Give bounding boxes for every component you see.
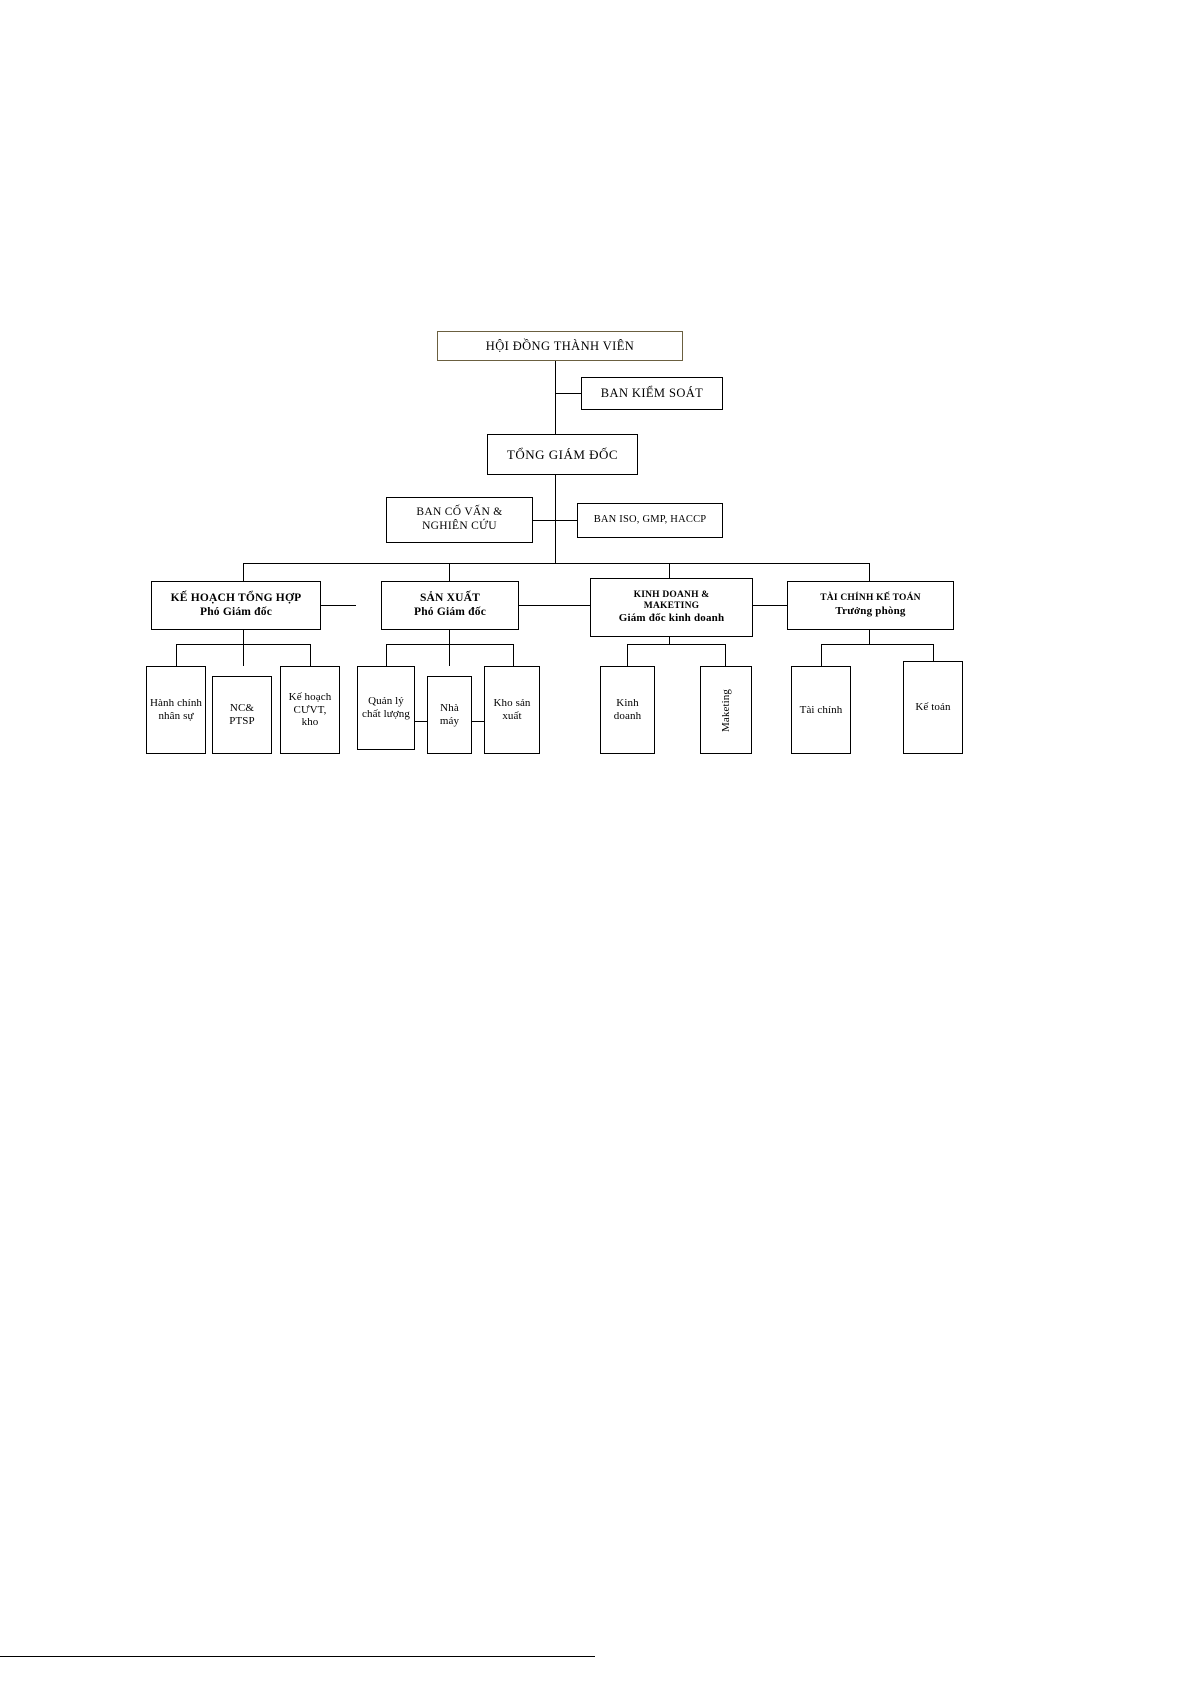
node-advisory-research-label-2: NGHIÊN CỨU: [422, 520, 497, 532]
node-production-department-label-1: SẢN XUẤT: [419, 591, 481, 604]
connector-production-quality: [386, 644, 387, 666]
node-finance-accounting-department-label-2: Trưởng phòng: [835, 604, 906, 617]
connector-production-sales: [518, 605, 591, 606]
node-iso-gmp-haccp-label: BAN ISO, GMP, HACCP: [593, 514, 707, 526]
connector-sales-marketing: [725, 644, 726, 666]
connector-finance-treasury: [821, 644, 822, 666]
footer-divider: [0, 1656, 595, 1657]
node-production-department[interactable]: [381, 581, 519, 630]
node-iso-gmp-haccp[interactable]: [577, 503, 723, 538]
node-general-director[interactable]: [487, 434, 638, 475]
node-planning-supply-warehouse-label: Kế hoạch CƯVT, kho: [288, 690, 332, 729]
connector-finance-drop: [869, 630, 870, 645]
node-research-product-development-label: NC& PTSP: [229, 702, 255, 727]
node-finance-accounting-department[interactable]: [787, 581, 954, 630]
node-sales-marketing-department[interactable]: [590, 578, 753, 637]
connector-board-spine: [555, 360, 556, 394]
connector-sales-children-bus: [627, 644, 725, 645]
node-accounting[interactable]: [903, 661, 963, 754]
node-treasury-label: Tài chính: [799, 703, 843, 716]
connector-finance-children-bus: [821, 644, 933, 645]
connector-planning-drop: [243, 630, 244, 645]
connector-planning-production: [320, 605, 356, 606]
node-factory[interactable]: [427, 676, 472, 754]
node-supervisory-board-label: BAN KIỂM SOÁT: [600, 386, 704, 401]
node-board-of-members-label: HỘI ĐỒNG THÀNH VIÊN: [485, 338, 635, 353]
connector-production-factory: [449, 644, 450, 666]
connector-quality-factory: [415, 721, 427, 722]
connector-production-drop: [449, 630, 450, 645]
node-business-label: Kinh doanh: [613, 697, 642, 722]
connector-bus-finance: [869, 563, 870, 581]
node-hr-admin[interactable]: [146, 666, 206, 754]
node-production-warehouse[interactable]: [484, 666, 540, 754]
node-finance-accounting-department-label-1: TÀI CHÍNH KẾ TOÁN: [820, 593, 921, 604]
node-planning-supply-warehouse[interactable]: [280, 666, 340, 754]
connector-factory-warehouse: [472, 721, 484, 722]
connector-planning-planequip: [310, 644, 311, 666]
node-general-director-label: TỔNG GIÁM ĐỐC: [506, 446, 619, 462]
node-marketing[interactable]: [700, 666, 752, 754]
node-production-department-label-2: Phó Giám đốc: [413, 605, 487, 618]
node-production-warehouse-label: Kho sản xuất: [493, 697, 531, 722]
connector-production-warehouse: [513, 644, 514, 666]
node-planning-department-label-2: Phó Giám đốc: [199, 605, 273, 618]
node-sales-marketing-department-label-1: KINH DOANH &: [633, 589, 710, 600]
node-planning-department-label-1: KẾ HOẠCH TỔNG HỢP: [170, 591, 302, 604]
connector-board-control: [555, 393, 582, 394]
node-supervisory-board[interactable]: [581, 377, 723, 410]
node-business[interactable]: [600, 666, 655, 754]
connector-bus-planning: [243, 563, 244, 581]
node-hr-admin-label: Hành chính nhân sự: [150, 697, 203, 722]
connector-bus-production: [449, 563, 450, 581]
node-advisory-research-label-1: BAN CỐ VẤN &: [416, 506, 503, 519]
node-quality-management[interactable]: [357, 666, 415, 750]
node-research-product-development[interactable]: [212, 676, 272, 754]
connector-ceo-advisory: [555, 475, 556, 520]
connector-department-bus: [243, 563, 870, 564]
node-factory-label: Nhà máy: [439, 702, 460, 727]
node-board-of-members[interactable]: [437, 331, 683, 361]
node-marketing-label: Maketing: [719, 688, 732, 732]
connector-sales-business: [627, 644, 628, 666]
node-planning-department[interactable]: [151, 581, 321, 630]
connector-planning-ncptsp: [243, 644, 244, 666]
node-quality-management-label: Quản lý chất lượng: [362, 695, 410, 720]
node-advisory-research[interactable]: [386, 497, 533, 543]
connector-sales-finance: [752, 605, 787, 606]
connector-spine-departments: [555, 520, 556, 564]
connector-planning-hr: [176, 644, 177, 666]
connector-board-ceo: [555, 393, 556, 435]
node-treasury[interactable]: [791, 666, 851, 754]
node-accounting-label: Kế toán: [915, 701, 951, 714]
node-sales-marketing-department-label-1b: MAKETING: [643, 601, 700, 612]
node-sales-marketing-department-label-2: Giám đốc kinh doanh: [618, 612, 725, 625]
